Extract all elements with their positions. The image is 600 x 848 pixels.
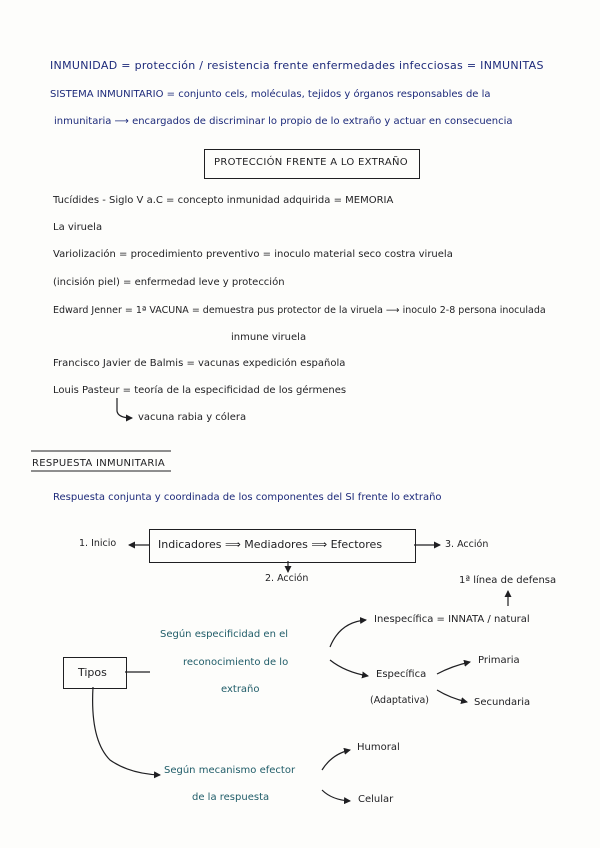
adaptativa-label: (Adaptativa) — [370, 695, 429, 706]
secundaria-arrow — [437, 690, 467, 702]
tipos-to-mecanismo-line — [93, 687, 160, 775]
flow-bottom-label: 2. Acción — [265, 573, 309, 584]
flow-box-text: Indicadores ⟹ Mediadores ⟹ Efectores — [158, 538, 383, 551]
sistema-inmunitario-continuation: inmunitaria ⟶ encargados de discriminar lo propio de lo extraño y actuar en consecuencia — [54, 116, 513, 127]
history-item: Francisco Javier de Balmis = vacunas expedición española — [53, 358, 346, 369]
history-item: Louis Pasteur = teoría de la especificidad de los gérmenes — [53, 385, 347, 396]
flow-left-label: 1. Inicio — [79, 538, 117, 549]
inmunidad-definition: INMUNIDAD = protección / resistencia frente enfermedades infecciosas = INMUNITAS — [50, 59, 544, 72]
history-item: vacuna rabia y cólera — [138, 412, 247, 423]
history-item: La viruela — [53, 222, 103, 233]
criterio-especificidad: extraño — [221, 684, 260, 695]
humoral-arrow — [322, 750, 350, 770]
especifica-label: Específica — [376, 669, 427, 680]
criterio-especificidad: reconocimiento de lo — [183, 657, 289, 668]
primera-linea-label: 1ª línea de defensa — [459, 575, 557, 586]
inespecifica-label: Inespecífica = INNATA / natural — [374, 614, 530, 625]
criterio-mecanismo: Según mecanismo efector — [164, 765, 296, 776]
especifica-arrow — [330, 660, 368, 676]
history-item: Tucídides - Siglo V a.C = concepto inmunidad adquirida = MEMORIA — [53, 195, 394, 206]
section-title-respuesta: RESPUESTA INMUNITARIA — [32, 458, 165, 469]
celular-arrow — [322, 790, 350, 801]
primaria-label: Primaria — [478, 655, 520, 666]
sistema-inmunitario-definition: SISTEMA INMUNITARIO = conjunto cels, moléculas, tejidos y órganos responsables de la — [50, 89, 491, 100]
inespecifica-arrow — [330, 620, 366, 647]
history-item: Variolización = procedimiento preventivo = inoculo material seco costra viruela — [53, 249, 453, 260]
tipos-label: Tipos — [78, 666, 107, 679]
pasteur-arrow — [117, 398, 132, 418]
criterio-mecanismo: de la respuesta — [192, 792, 270, 803]
history-item: (incisión piel) = enfermedad leve y protección — [53, 277, 285, 288]
secundaria-label: Secundaria — [474, 697, 531, 708]
history-item: Edward Jenner = 1ª VACUNA = demuestra pus protector de la viruela ⟶ inoculo 2-8 persona inoculada — [53, 305, 546, 316]
criterio-especificidad: Según especificidad en el — [160, 629, 289, 640]
humoral-label: Humoral — [357, 742, 400, 753]
primaria-arrow — [437, 662, 470, 674]
history-item: inmune viruela — [231, 332, 307, 343]
respuesta-definition: Respuesta conjunta y coordinada de los componentes del SI frente lo extraño — [53, 492, 442, 503]
flow-right-label: 3. Acción — [445, 539, 489, 550]
section-title-proteccion: PROTECCIÓN FRENTE A LO EXTRAÑO — [214, 157, 408, 168]
celular-label: Celular — [358, 794, 394, 805]
